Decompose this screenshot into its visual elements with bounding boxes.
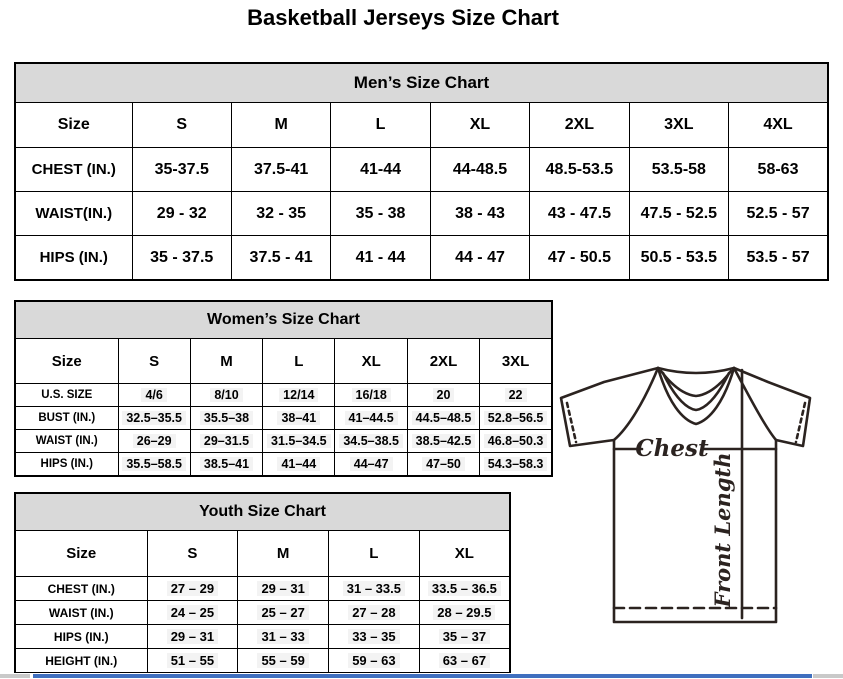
value-cell: 54.3–58.3 bbox=[480, 453, 552, 477]
table-row bbox=[15, 103, 828, 148]
col-header: M bbox=[190, 339, 262, 384]
col-header: XL bbox=[430, 103, 529, 148]
value-cell: 58-63 bbox=[729, 148, 828, 192]
mens-size-table bbox=[14, 62, 829, 281]
value-cell: 52.8–56.5 bbox=[480, 407, 552, 430]
front-length-label: Front Length bbox=[710, 452, 735, 608]
value-cell: 35 - 38 bbox=[331, 192, 430, 236]
value-cell: 8/10 bbox=[190, 384, 262, 407]
col-header: 2XL bbox=[407, 339, 479, 384]
value-cell: 22 bbox=[480, 384, 552, 407]
value-cell: 41-44 bbox=[331, 148, 430, 192]
youth-table-title: Youth Size Chart bbox=[15, 493, 510, 531]
col-header: 3XL bbox=[480, 339, 552, 384]
value-cell: 47.5 - 52.5 bbox=[629, 192, 728, 236]
row-label: CHEST (IN.) bbox=[15, 148, 132, 192]
value-cell: 35 – 37 bbox=[419, 625, 510, 649]
col-header: 2XL bbox=[530, 103, 629, 148]
value-cell: 35 - 37.5 bbox=[132, 236, 231, 281]
value-cell: 34.5–38.5 bbox=[335, 430, 407, 453]
scroll-left-button[interactable] bbox=[0, 674, 30, 678]
value-cell: 55 – 59 bbox=[238, 649, 329, 674]
col-header: 3XL bbox=[629, 103, 728, 148]
value-cell: 44-48.5 bbox=[430, 148, 529, 192]
col-header: XL bbox=[419, 531, 510, 577]
value-cell: 35-37.5 bbox=[132, 148, 231, 192]
value-cell: 44 - 47 bbox=[430, 236, 529, 281]
value-cell: 38 - 43 bbox=[430, 192, 529, 236]
chest-label: Chest bbox=[635, 435, 709, 462]
value-cell: 24 – 25 bbox=[147, 601, 238, 625]
value-cell: 29 – 31 bbox=[147, 625, 238, 649]
value-cell: 38.5–41 bbox=[190, 453, 262, 477]
col-header: S bbox=[132, 103, 231, 148]
col-header: L bbox=[329, 531, 420, 577]
table-row bbox=[15, 63, 828, 103]
value-cell: 27 – 28 bbox=[329, 601, 420, 625]
value-cell: 41–44.5 bbox=[335, 407, 407, 430]
value-cell: 35.5–58.5 bbox=[118, 453, 190, 477]
value-cell: 31 – 33.5 bbox=[329, 577, 420, 601]
row-label: CHEST (IN.) bbox=[15, 577, 147, 601]
row-label: HIPS (IN.) bbox=[15, 625, 147, 649]
value-cell: 32 - 35 bbox=[231, 192, 330, 236]
value-cell: 16/18 bbox=[335, 384, 407, 407]
value-cell: 20 bbox=[407, 384, 479, 407]
col-header: M bbox=[231, 103, 330, 148]
col-header: 4XL bbox=[729, 103, 828, 148]
value-cell: 29 – 31 bbox=[238, 577, 329, 601]
table-row bbox=[15, 407, 552, 430]
table-row bbox=[15, 192, 828, 236]
size-header: Size bbox=[15, 339, 118, 384]
womens-table-title: Women’s Size Chart bbox=[15, 301, 552, 339]
row-label: WAIST (IN.) bbox=[15, 601, 147, 625]
table-row bbox=[15, 148, 828, 192]
col-header: S bbox=[147, 531, 238, 577]
value-cell: 37.5-41 bbox=[231, 148, 330, 192]
col-header: L bbox=[263, 339, 335, 384]
col-header: L bbox=[331, 103, 430, 148]
table-row bbox=[15, 493, 510, 531]
value-cell: 28 – 29.5 bbox=[419, 601, 510, 625]
value-cell: 35.5–38 bbox=[190, 407, 262, 430]
value-cell: 41–44 bbox=[263, 453, 335, 477]
row-label: HEIGHT (IN.) bbox=[15, 649, 147, 674]
col-header: S bbox=[118, 339, 190, 384]
value-cell: 44–47 bbox=[335, 453, 407, 477]
table-row bbox=[15, 236, 828, 281]
value-cell: 43 - 47.5 bbox=[530, 192, 629, 236]
value-cell: 53.5 - 57 bbox=[729, 236, 828, 281]
col-header: XL bbox=[335, 339, 407, 384]
value-cell: 37.5 - 41 bbox=[231, 236, 330, 281]
row-label: WAIST(IN.) bbox=[15, 192, 132, 236]
value-cell: 25 – 27 bbox=[238, 601, 329, 625]
scrollbar-thumb[interactable] bbox=[33, 674, 812, 678]
table-row bbox=[15, 649, 510, 674]
row-label: HIPS (IN.) bbox=[15, 453, 118, 477]
value-cell: 26–29 bbox=[118, 430, 190, 453]
table-row bbox=[15, 301, 552, 339]
value-cell: 31 – 33 bbox=[238, 625, 329, 649]
value-cell: 12/14 bbox=[263, 384, 335, 407]
table-row bbox=[15, 430, 552, 453]
youth-size-table bbox=[14, 492, 511, 674]
page-title: Basketball Jerseys Size Chart bbox=[247, 5, 559, 30]
col-header: M bbox=[238, 531, 329, 577]
size-header: Size bbox=[15, 531, 147, 577]
value-cell: 33 – 35 bbox=[329, 625, 420, 649]
row-label: U.S. SIZE bbox=[15, 384, 118, 407]
collar-rib-arc bbox=[661, 371, 731, 396]
value-cell: 53.5-58 bbox=[629, 148, 728, 192]
table-row bbox=[15, 453, 552, 477]
value-cell: 38.5–42.5 bbox=[407, 430, 479, 453]
table-row bbox=[15, 384, 552, 407]
value-cell: 50.5 - 53.5 bbox=[629, 236, 728, 281]
table-row bbox=[15, 339, 552, 384]
table-row bbox=[15, 625, 510, 649]
value-cell: 4/6 bbox=[118, 384, 190, 407]
scroll-right-button[interactable] bbox=[813, 674, 843, 678]
value-cell: 47–50 bbox=[407, 453, 479, 477]
table-row bbox=[15, 601, 510, 625]
value-cell: 46.8–50.3 bbox=[480, 430, 552, 453]
jersey-measurement-diagram bbox=[556, 362, 818, 628]
horizontal-scrollbar bbox=[0, 673, 843, 679]
value-cell: 59 – 63 bbox=[329, 649, 420, 674]
table-row bbox=[15, 531, 510, 577]
value-cell: 44.5–48.5 bbox=[407, 407, 479, 430]
shoulder-seam bbox=[734, 368, 776, 440]
value-cell: 33.5 – 36.5 bbox=[419, 577, 510, 601]
mens-table-title: Men’s Size Chart bbox=[15, 63, 828, 103]
value-cell: 51 – 55 bbox=[147, 649, 238, 674]
value-cell: 29–31.5 bbox=[190, 430, 262, 453]
row-label: HIPS (IN.) bbox=[15, 236, 132, 281]
table-row bbox=[15, 577, 510, 601]
row-label: WAIST (IN.) bbox=[15, 430, 118, 453]
value-cell: 38–41 bbox=[263, 407, 335, 430]
collar-top-edge bbox=[658, 368, 734, 373]
size-header: Size bbox=[15, 103, 132, 148]
value-cell: 63 – 67 bbox=[419, 649, 510, 674]
womens-size-table bbox=[14, 300, 553, 477]
value-cell: 31.5–34.5 bbox=[263, 430, 335, 453]
value-cell: 29 - 32 bbox=[132, 192, 231, 236]
row-label: BUST (IN.) bbox=[15, 407, 118, 430]
value-cell: 48.5-53.5 bbox=[530, 148, 629, 192]
value-cell: 47 - 50.5 bbox=[530, 236, 629, 281]
value-cell: 27 – 29 bbox=[147, 577, 238, 601]
value-cell: 32.5–35.5 bbox=[118, 407, 190, 430]
value-cell: 52.5 - 57 bbox=[729, 192, 828, 236]
value-cell: 41 - 44 bbox=[331, 236, 430, 281]
